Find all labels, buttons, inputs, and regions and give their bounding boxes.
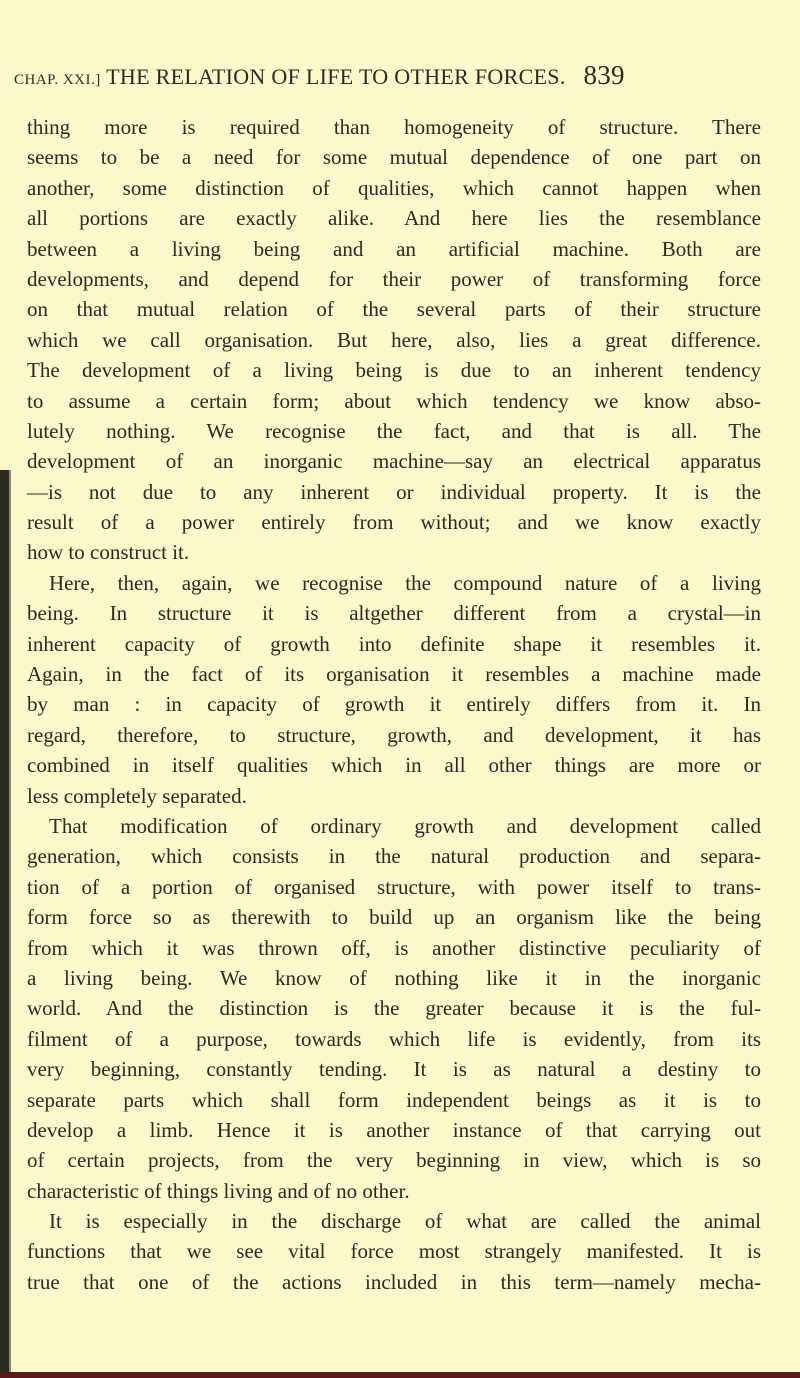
- text-line: result of a power entirely from without; and we know exactly: [27, 510, 761, 535]
- text-line: generation, which consists in the natural production and separa-: [27, 844, 761, 869]
- text-line: a living being. We know of nothing like it in the inorganic: [27, 965, 761, 990]
- text-line: developments, and depend for their power of transforming force: [27, 266, 761, 291]
- text-line: to assume a certain form; about which tendency we know abso-: [27, 388, 761, 413]
- text-line: functions that we see vital force most strangely manifested. It is: [27, 1239, 761, 1264]
- text-line: combined in itself qualities which in all other things are more or: [27, 753, 761, 778]
- text-line: separate parts which shall form independent beings as it is to: [27, 1087, 761, 1112]
- page-bottom-edge: [0, 1372, 800, 1378]
- text-line: on that mutual relation of the several parts of their structure: [27, 297, 761, 322]
- paragraph: [27, 1206, 761, 1297]
- text-line: very beginning, constantly tending. It is as natural a destiny to: [27, 1057, 761, 1082]
- text-line: tion of a portion of organised structure, with power itself to trans-: [27, 874, 761, 899]
- text-line: how to construct it.: [27, 540, 190, 565]
- text-line: thing more is required than homogeneity of structure. There: [27, 115, 761, 139]
- book-spine-shadow: [9, 470, 11, 1378]
- text-line: which we call organisation. But here, also, lies a great difference.: [27, 327, 761, 352]
- text-line: development of an inorganic machine—say an electrical apparatus: [27, 449, 761, 474]
- page-number: 839: [583, 60, 625, 90]
- text-line: lutely nothing. We recognise the fact, and that is all. The: [27, 418, 761, 443]
- text-line: all portions are exactly alike. And here lies the resemblance: [27, 206, 761, 231]
- text-line: world. And the distinction is the greater because it is the ful-: [27, 996, 761, 1021]
- paragraph: [27, 568, 761, 811]
- page-body: [27, 112, 761, 1297]
- text-line: from which it was thrown off, is another distinctive peculiarity of: [27, 935, 761, 960]
- chapter-label: CHAP. XXI.]: [14, 72, 101, 88]
- text-line: being. In structure it is altgether different from a crystal—in: [27, 601, 761, 626]
- running-title: THE RELATION OF LIFE TO OTHER FORCES.: [106, 64, 566, 89]
- text-line: regard, therefore, to structure, growth, and development, it has: [27, 722, 761, 747]
- paragraph: [27, 112, 761, 568]
- text-line: That modification of ordinary growth and development called: [49, 813, 761, 838]
- paragraph: [27, 811, 761, 1206]
- text-line: another, some distinction of qualities, which cannot happen when: [27, 175, 761, 200]
- text-line: between a living being and an artificial machine. Both are: [27, 236, 761, 261]
- text-line: —is not due to any inherent or individual property. It is the: [27, 479, 761, 504]
- text-line: It is especially in the discharge of what are called the animal: [49, 1209, 761, 1234]
- text-line: Again, in the fact of its organisation it resembles a machine made: [27, 662, 761, 687]
- text-line: of certain projects, from the very beginning in view, which is so: [27, 1148, 761, 1173]
- text-line: The development of a living being is due to an inherent tendency: [27, 358, 761, 383]
- text-line: Here, then, again, we recognise the compound nature of a living: [49, 570, 761, 595]
- text-line: form force so as therewith to build up an organism like the being: [27, 905, 761, 930]
- text-line: filment of a purpose, towards which life is evidently, from its: [27, 1026, 761, 1051]
- text-line: true that one of the actions included in this term—namely mecha-: [27, 1269, 761, 1294]
- text-line: characteristic of things living and of no other.: [27, 1178, 410, 1203]
- book-spine-edge: [0, 470, 9, 1378]
- text-line: seems to be a need for some mutual dependence of one part on: [27, 145, 761, 170]
- text-line: develop a limb. Hence it is another instance of that carrying out: [27, 1117, 761, 1142]
- text-line: less completely separated.: [27, 783, 247, 808]
- running-header: [14, 60, 774, 91]
- text-line: by man : in capacity of growth it entirely differs from it. In: [27, 692, 761, 717]
- text-line: inherent capacity of growth into definite shape it resembles it.: [27, 631, 761, 656]
